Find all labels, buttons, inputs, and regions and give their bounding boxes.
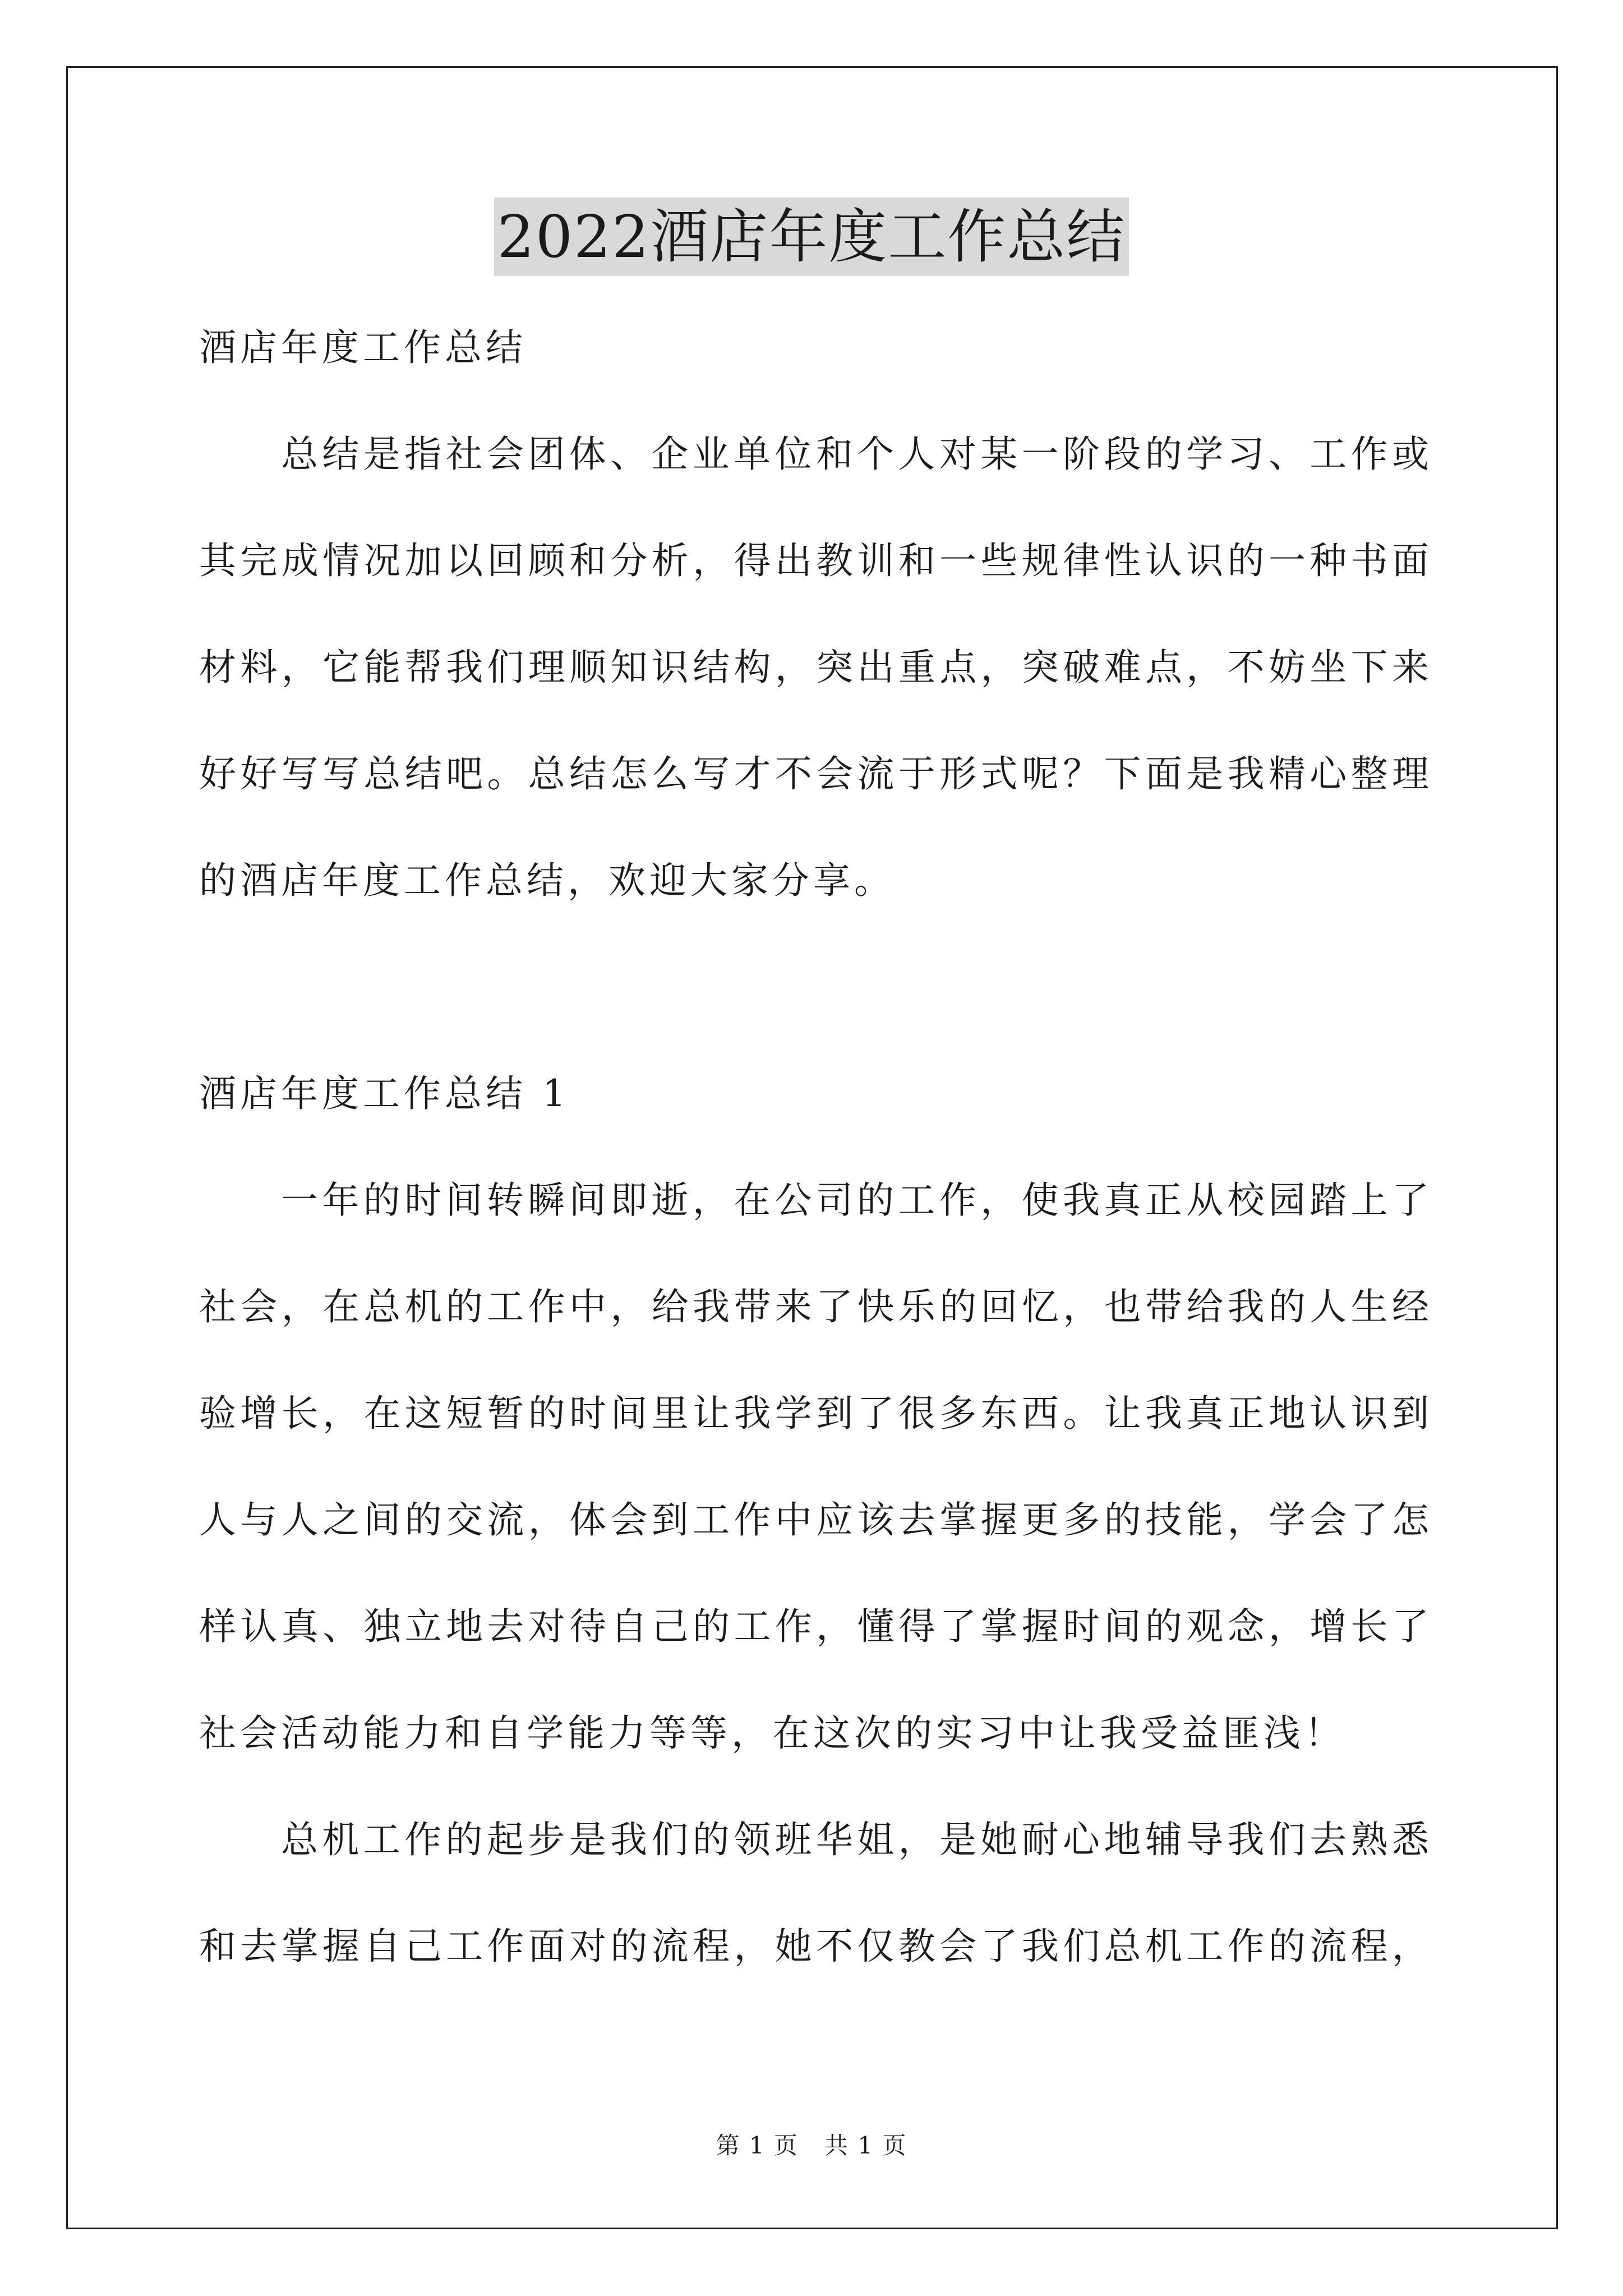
- paragraph-line: 其完成情况加以回顾和分析，得出教训和一些规律性认识的一种书面: [199, 539, 1433, 582]
- paragraph-line: 一年的时间转瞬间即逝，在公司的工作，使我真正从校园踏上了: [281, 1179, 1433, 1222]
- paragraph-line: 的酒店年度工作总结，欢迎大家分享。: [199, 859, 895, 902]
- paragraph-line: 样认真、独立地去对待自己的工作，懂得了掌握时间的观念，增长了: [199, 1605, 1433, 1648]
- title-container: [0, 197, 1623, 276]
- paragraph-line: 总机工作的起步是我们的领班华姐，是她耐心地辅导我们去熟悉: [281, 1818, 1433, 1861]
- document-title: 2022酒店年度工作总结: [494, 197, 1129, 276]
- paragraph-line: 人与人之间的交流，体会到工作中应该去掌握更多的技能，学会了怎: [199, 1498, 1433, 1542]
- page-total: 共 1 页: [824, 2132, 907, 2159]
- paragraph-line: 好好写写总结吧。总结怎么写才不会流于形式呢？下面是我精心整理: [199, 752, 1433, 795]
- page-footer: [0, 2129, 1623, 2162]
- document-body: [199, 317, 1433, 2022]
- paragraph-line: 社会活动能力和自学能力等等，在这次的实习中让我受益匪浅！: [199, 1711, 1345, 1755]
- paragraph-line: 社会，在总机的工作中，给我带来了快乐的回忆，也带给我的人生经: [199, 1285, 1433, 1328]
- section-spacer: [199, 956, 1433, 1063]
- paragraph-line: 材料，它能帮我们理顺知识结构，突出重点，突破难点，不妨坐下来: [199, 646, 1433, 689]
- paragraph-line: 总结是指社会团体、企业单位和个人对某一阶段的学习、工作或: [281, 432, 1433, 476]
- section-heading: 酒店年度工作总结 1: [199, 1072, 570, 1115]
- paragraph-line: 和去掌握自己工作面对的流程，她不仅教会了我们总机工作的流程，: [199, 1925, 1433, 1968]
- page-number: 第 1 页: [716, 2132, 799, 2159]
- paragraph-line: 验增长，在这短暂的时间里让我学到了很多东西。让我真正地认识到: [199, 1392, 1433, 1435]
- section-heading: 酒店年度工作总结: [199, 326, 527, 369]
